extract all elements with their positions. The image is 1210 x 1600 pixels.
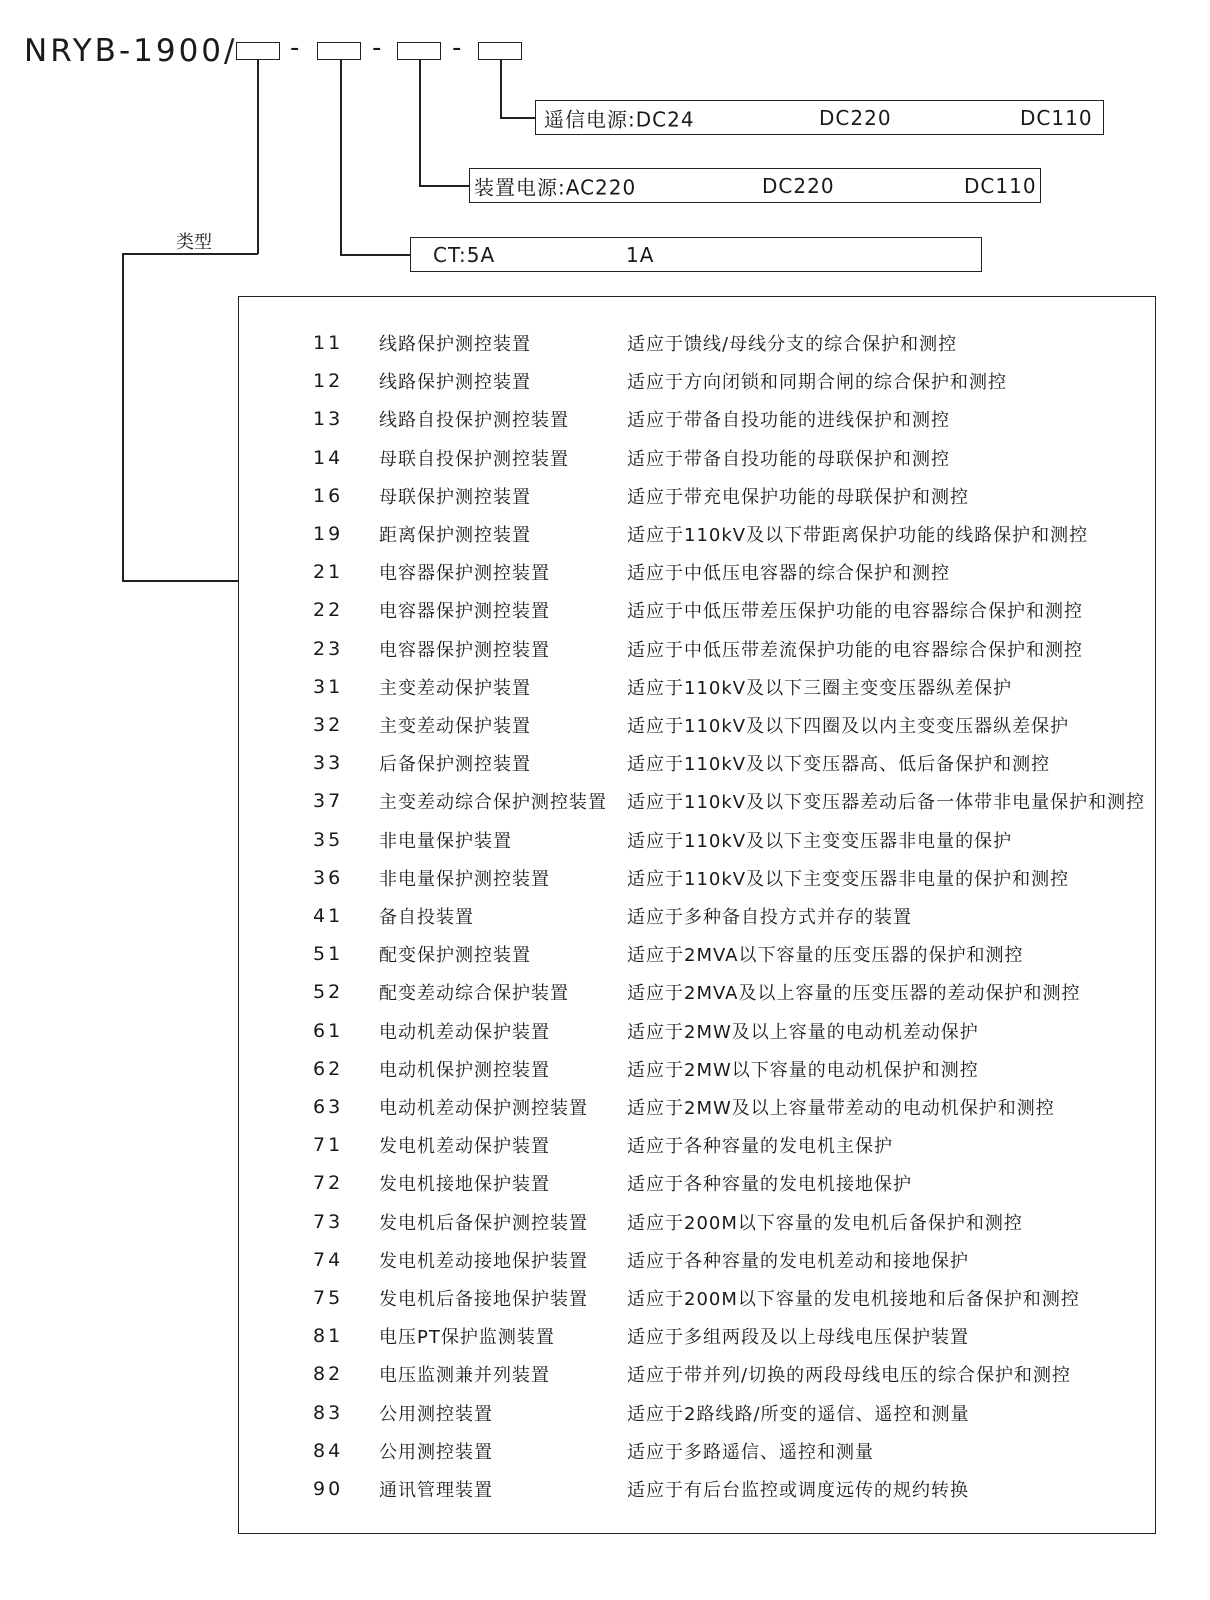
- comm-power-code-box: [478, 42, 522, 60]
- table-row: [239, 362, 1155, 400]
- type-description: 适应于110kV及以下变压器差动后备一体带非电量保护和测控: [627, 792, 1146, 814]
- type-description: 适应于多种备自投方式并存的装置: [627, 907, 912, 928]
- type-name: 线路自投保护测控装置: [379, 410, 569, 432]
- connector-line: [419, 185, 470, 187]
- type-code: 16: [313, 484, 344, 507]
- type-code: 33: [313, 752, 344, 775]
- type-description: 适应于2MW以下容量的电动机保护和测控: [627, 1059, 979, 1081]
- type-name: 备自投装置: [379, 907, 474, 928]
- type-name: 电动机差动保护装置: [379, 1021, 550, 1043]
- table-row: [239, 935, 1155, 973]
- type-name: 公用测控装置: [379, 1403, 493, 1425]
- type-description: 适应于200M以下容量的发电机接地和后备保护和测控: [627, 1289, 1080, 1310]
- type-code: 14: [313, 446, 344, 469]
- separator: -: [452, 33, 462, 63]
- type-code: 81: [313, 1325, 344, 1348]
- type-description: 适应于各种容量的发电机接地保护: [627, 1174, 912, 1196]
- type-name: 非电量保护装置: [379, 830, 512, 852]
- connector-line: [122, 580, 239, 582]
- type-code: 51: [313, 943, 344, 966]
- type-name: 主变差动保护装置: [379, 716, 531, 737]
- type-code: 19: [313, 523, 344, 545]
- table-row: [239, 591, 1155, 629]
- connector-line: [340, 254, 410, 256]
- type-description: 适应于多组两段及以上母线电压保护装置: [627, 1327, 969, 1349]
- type-description: 适应于2MVA以下容量的压变压器的保护和测控: [627, 945, 1024, 967]
- type-name: 电容器保护测控装置: [379, 563, 550, 585]
- table-row: [239, 1279, 1155, 1317]
- type-code: 82: [313, 1363, 344, 1386]
- type-name: 配变差动综合保护装置: [379, 983, 569, 1005]
- type-description: 适应于中低压电容器的综合保护和测控: [627, 563, 950, 585]
- type-name: 发电机后备保护测控装置: [379, 1212, 588, 1234]
- type-description: 适应于带备自投功能的进线保护和测控: [627, 410, 950, 432]
- device-power-option-dc110: DC110: [964, 173, 1037, 198]
- type-code: 22: [313, 599, 344, 622]
- connector-line: [122, 253, 124, 581]
- type-code: 71: [313, 1134, 344, 1157]
- table-row: [239, 1394, 1155, 1432]
- type-description: 适应于2MVA及以上容量的压变压器的差动保护和测控: [627, 983, 1081, 1005]
- type-table: [238, 296, 1156, 1534]
- comm-power-option-dc220: DC220: [819, 105, 892, 130]
- type-name: 电容器保护测控装置: [379, 639, 550, 661]
- type-code: 75: [313, 1287, 344, 1309]
- table-row: [239, 553, 1155, 591]
- table-row: [239, 668, 1155, 706]
- table-row: [239, 973, 1155, 1011]
- ct-option-5a: CT:5A: [433, 242, 496, 267]
- connector-line: [500, 60, 502, 118]
- type-name: 距离保护测控装置: [379, 525, 531, 546]
- type-description: 适应于带备自投功能的母联保护和测控: [627, 448, 950, 470]
- type-name: 发电机后备接地保护装置: [379, 1289, 588, 1310]
- device-power-code-box: [397, 42, 441, 60]
- type-description: 适应于110kV及以下带距离保护功能的线路保护和测控: [627, 525, 1089, 546]
- table-row: [239, 782, 1155, 820]
- type-description: 适应于2路线路/所变的遥信、遥控和测量: [627, 1403, 970, 1425]
- type-name: 发电机接地保护装置: [379, 1174, 550, 1196]
- connector-line: [257, 60, 259, 254]
- type-name: 线路保护测控装置: [379, 334, 531, 355]
- table-row: [239, 706, 1155, 744]
- type-name: 电动机差动保护测控装置: [379, 1098, 588, 1119]
- table-row: [239, 1470, 1155, 1508]
- table-row: [239, 1241, 1155, 1279]
- separator: -: [290, 33, 300, 63]
- type-code: 41: [313, 905, 344, 927]
- type-code: 62: [313, 1057, 344, 1080]
- type-code: 84: [313, 1439, 344, 1462]
- table-row: [239, 324, 1155, 362]
- connector-line: [500, 117, 536, 119]
- comm-power-options: [535, 100, 1104, 135]
- ct-option-1a: 1A: [626, 242, 655, 267]
- type-name: 主变差动保护装置: [379, 677, 531, 699]
- type-name: 发电机差动保护装置: [379, 1136, 550, 1158]
- type-name: 配变保护测控装置: [379, 945, 531, 967]
- type-code: 73: [313, 1210, 344, 1233]
- type-code: 11: [313, 332, 344, 354]
- table-row: [239, 477, 1155, 515]
- type-code: 61: [313, 1019, 344, 1042]
- type-name: 主变差动综合保护测控装置: [379, 792, 607, 814]
- type-description: 适应于各种容量的发电机差动和接地保护: [627, 1250, 969, 1272]
- model-prefix: NRYB-1900/: [24, 33, 238, 69]
- type-name: 线路保护测控装置: [379, 372, 531, 394]
- table-row: [239, 1203, 1155, 1241]
- separator: -: [372, 33, 382, 63]
- type-code: 74: [313, 1248, 344, 1271]
- type-name: 电容器保护测控装置: [379, 601, 550, 623]
- type-name: 后备保护测控装置: [379, 754, 531, 776]
- table-row: [239, 1088, 1155, 1126]
- type-description: 适应于2MW及以上容量的电动机差动保护: [627, 1021, 979, 1043]
- device-power-option-ac220: 装置电源:AC220: [474, 175, 637, 199]
- table-row: [239, 744, 1155, 782]
- ct-options: [410, 237, 982, 272]
- table-row: [239, 630, 1155, 668]
- comm-power-option-dc24: 遥信电源:DC24: [544, 107, 695, 131]
- type-name: 母联自投保护测控装置: [379, 448, 569, 470]
- type-description: 适应于中低压带差压保护功能的电容器综合保护和测控: [627, 601, 1083, 623]
- type-name: 通讯管理装置: [379, 1480, 493, 1501]
- type-description: 适应于有后台监控或调度远传的规约转换: [627, 1480, 969, 1501]
- type-description: 适应于中低压带差流保护功能的电容器综合保护和测控: [627, 639, 1083, 661]
- type-description: 适应于110kV及以下主变变压器非电量的保护: [627, 830, 1013, 852]
- type-description: 适应于110kV及以下主变变压器非电量的保护和测控: [627, 868, 1070, 890]
- type-code: 21: [313, 561, 344, 584]
- type-code: 13: [313, 408, 344, 431]
- type-description: 适应于各种容量的发电机主保护: [627, 1136, 893, 1158]
- device-power-option-dc220: DC220: [762, 173, 835, 198]
- type-code: 36: [313, 866, 344, 889]
- type-code: 37: [313, 790, 344, 813]
- table-row: [239, 1164, 1155, 1202]
- type-description: 适应于2MW及以上容量带差动的电动机保护和测控: [627, 1098, 1055, 1119]
- comm-power-option-dc110: DC110: [1020, 105, 1093, 130]
- ct-code-box: [317, 42, 361, 60]
- type-name: 非电量保护测控装置: [379, 868, 550, 890]
- table-row: [239, 1050, 1155, 1088]
- type-code: 52: [313, 981, 344, 1004]
- type-code: 35: [313, 828, 344, 851]
- type-code: 72: [313, 1172, 344, 1195]
- table-row: [239, 821, 1155, 859]
- connector-line: [340, 60, 342, 255]
- table-row: [239, 1432, 1155, 1470]
- type-label: 类型: [176, 232, 212, 253]
- table-row: [239, 1126, 1155, 1164]
- table-row: [239, 400, 1155, 438]
- table-row: [239, 897, 1155, 935]
- table-row: [239, 859, 1155, 897]
- type-description: 适应于多路遥信、遥控和测量: [627, 1441, 874, 1463]
- table-row: [239, 1012, 1155, 1050]
- table-row: [239, 1355, 1155, 1393]
- table-row: [239, 1317, 1155, 1355]
- type-name: 母联保护测控装置: [379, 486, 531, 508]
- type-description: 适应于200M以下容量的发电机后备保护和测控: [627, 1212, 1023, 1234]
- type-code: 32: [313, 714, 344, 736]
- connector-line: [419, 60, 421, 186]
- type-description: 适应于馈线/母线分支的综合保护和测控: [627, 334, 958, 355]
- type-description: 适应于110kV及以下四圈及以内主变变压器纵差保护: [627, 716, 1070, 737]
- type-code: 63: [313, 1096, 344, 1118]
- type-name: 发电机差动接地保护装置: [379, 1250, 588, 1272]
- type-description: 适应于带并列/切换的两段母线电压的综合保护和测控: [627, 1365, 1072, 1387]
- type-description: 适应于110kV及以下变压器高、低后备保护和测控: [627, 754, 1051, 776]
- type-code: 83: [313, 1401, 344, 1424]
- type-name: 电压监测兼并列装置: [379, 1365, 550, 1387]
- type-code: 31: [313, 675, 344, 698]
- type-description: 适应于110kV及以下三圈主变变压器纵差保护: [627, 677, 1013, 699]
- type-name: 电动机保护测控装置: [379, 1059, 550, 1081]
- table-row: [239, 439, 1155, 477]
- type-code-box: [236, 42, 280, 60]
- type-code: 12: [313, 370, 344, 393]
- type-name: 公用测控装置: [379, 1441, 493, 1463]
- type-code: 90: [313, 1478, 344, 1500]
- type-code: 23: [313, 637, 344, 660]
- table-row: [239, 515, 1155, 553]
- type-description: 适应于带充电保护功能的母联保护和测控: [627, 486, 969, 508]
- type-description: 适应于方向闭锁和同期合闸的综合保护和测控: [627, 372, 1007, 394]
- device-power-options: [469, 168, 1041, 203]
- type-name: 电压PT保护监测装置: [379, 1327, 555, 1349]
